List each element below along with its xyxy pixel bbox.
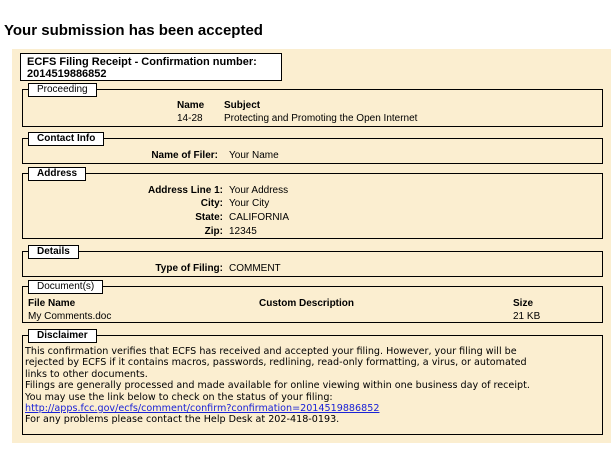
zip-value: 12345 — [229, 226, 257, 237]
page-title: Your submission has been accepted — [4, 22, 263, 39]
filing-receipt — [12, 49, 611, 443]
state-value: CALIFORNIA — [229, 212, 290, 223]
disclaimer-line-2: rejected by ECFS if it contains macros, passwords, redlining, read-only formatting, a virus, or automated — [25, 357, 527, 369]
disclaimer-line-5: You may use the link below to check on the status of your filing: — [25, 391, 333, 403]
receipt-header: ECFS Filing Receipt - Confirmation number: 2014519886852 — [20, 53, 282, 81]
file-name-header: File Name — [28, 298, 76, 309]
filing-type-value: COMMENT — [229, 263, 281, 274]
proceeding-legend: Proceeding — [28, 83, 97, 97]
state-label: State: — [195, 212, 223, 223]
document-size: 21 KB — [513, 311, 541, 322]
disclaimer-text — [25, 346, 605, 426]
city-value: Your City — [229, 198, 270, 209]
details-section — [22, 246, 603, 277]
size-header: Size — [513, 298, 534, 309]
proceeding-name-header: Name — [177, 100, 205, 111]
disclaimer-section — [22, 330, 603, 435]
proceeding-section — [22, 84, 603, 127]
documents-legend: Document(s) — [28, 280, 103, 294]
disclaimer-legend: Disclaimer — [28, 329, 97, 343]
disclaimer-line-3: links to other documents. — [25, 368, 148, 380]
filer-name-label: Name of Filer: — [151, 150, 218, 161]
custom-description-header: Custom Description — [259, 298, 355, 309]
documents-section — [22, 281, 603, 323]
address-line1-value: Your Address — [229, 185, 289, 196]
proceeding-subject: Protecting and Promoting the Open Internet — [224, 113, 418, 124]
proceeding-subject-header: Subject — [224, 100, 261, 111]
confirmation-status-link[interactable]: http://apps.fcc.gov/ecfs/comment/confirm?confirmation=2014519886852 — [25, 403, 380, 415]
document-file-name: My Comments.doc — [28, 311, 112, 322]
address-section — [22, 168, 603, 239]
disclaimer-line-1: This confirmation verifies that ECFS has received and accepted your filing. However, your filing will be — [25, 346, 517, 357]
disclaimer-line-4: Filings are generally processed and made available for online viewing within one business day of receipt. — [25, 380, 530, 392]
filing-type-label: Type of Filing: — [155, 263, 223, 274]
contact-info-legend: Contact Info — [28, 132, 104, 146]
proceeding-name: 14-28 — [177, 113, 203, 124]
disclaimer-line-6: For any problems please contact the Help Desk at 202-418-0193. — [25, 414, 340, 426]
filer-name-value: Your Name — [229, 150, 279, 161]
details-legend: Details — [28, 245, 79, 259]
address-legend: Address — [28, 167, 86, 181]
city-label: City: — [200, 198, 223, 209]
zip-label: Zip: — [204, 226, 223, 237]
contact-info-section — [22, 133, 603, 164]
address-line1-label: Address Line 1: — [147, 185, 223, 196]
